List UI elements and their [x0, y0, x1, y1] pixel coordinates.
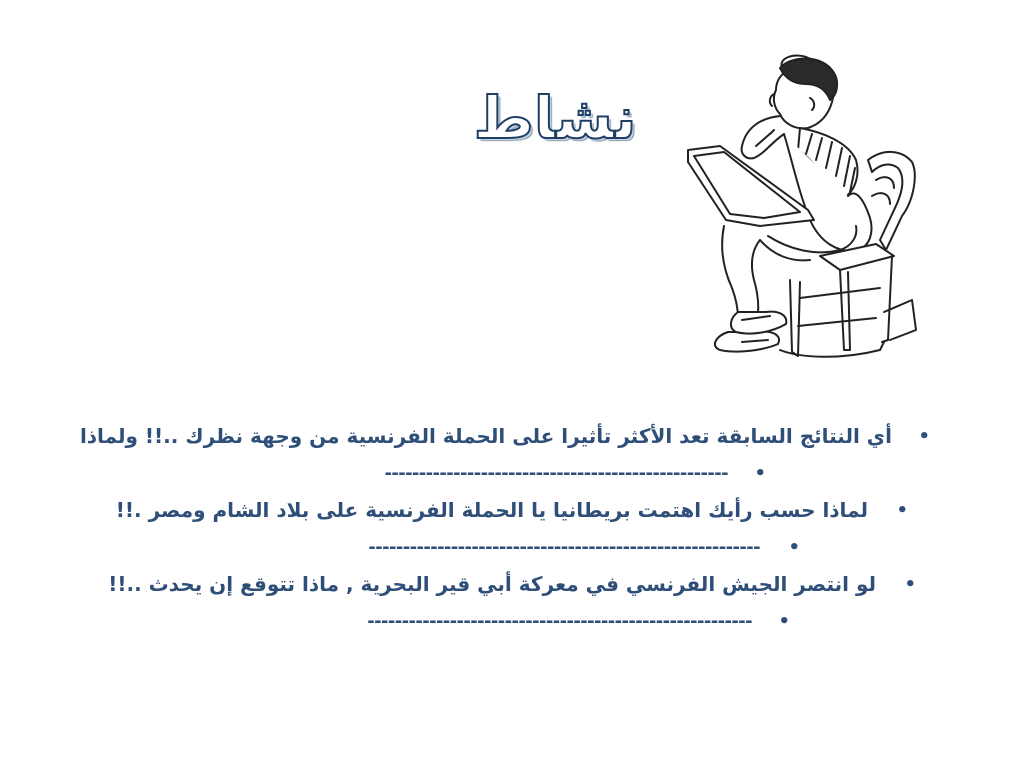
answer-line: [90, 455, 930, 492]
slide-title: نشاط: [473, 84, 637, 152]
bullet-icon: •: [896, 500, 908, 521]
bullet-icon: •: [918, 426, 930, 447]
bullet-icon: •: [754, 463, 766, 484]
question-item: [79, 418, 930, 455]
bullet-icon: •: [788, 537, 800, 558]
question-item: [90, 566, 930, 603]
question-text: أي النتائج السابقة تعد الأكثر تأثيرا على الحملة الفرنسية من وجهة نظرك ..!! ولماذا: [79, 424, 892, 448]
bullet-icon: •: [904, 574, 916, 595]
answer-line: [90, 603, 930, 640]
question-list: [79, 418, 930, 640]
answer-dashes: ---------------------------------------------------------: [368, 537, 760, 558]
question-text: لو انتصر الجيش الفرنسي في معركة أبي قير البحرية , ماذا تتوقع إن يحدث ..!!: [108, 572, 876, 596]
question-text: لماذا حسب رأيك اهتمت بريطانيا يا الحملة الفرنسية على بلاد الشام ومصر .!!: [115, 498, 868, 522]
answer-line: [90, 529, 930, 566]
answer-dashes: --------------------------------------------------------: [367, 611, 752, 632]
answer-dashes: --------------------------------------------------: [384, 463, 728, 484]
student-at-desk-icon: [680, 50, 930, 380]
question-item: [90, 492, 930, 529]
bullet-icon: •: [778, 611, 790, 632]
